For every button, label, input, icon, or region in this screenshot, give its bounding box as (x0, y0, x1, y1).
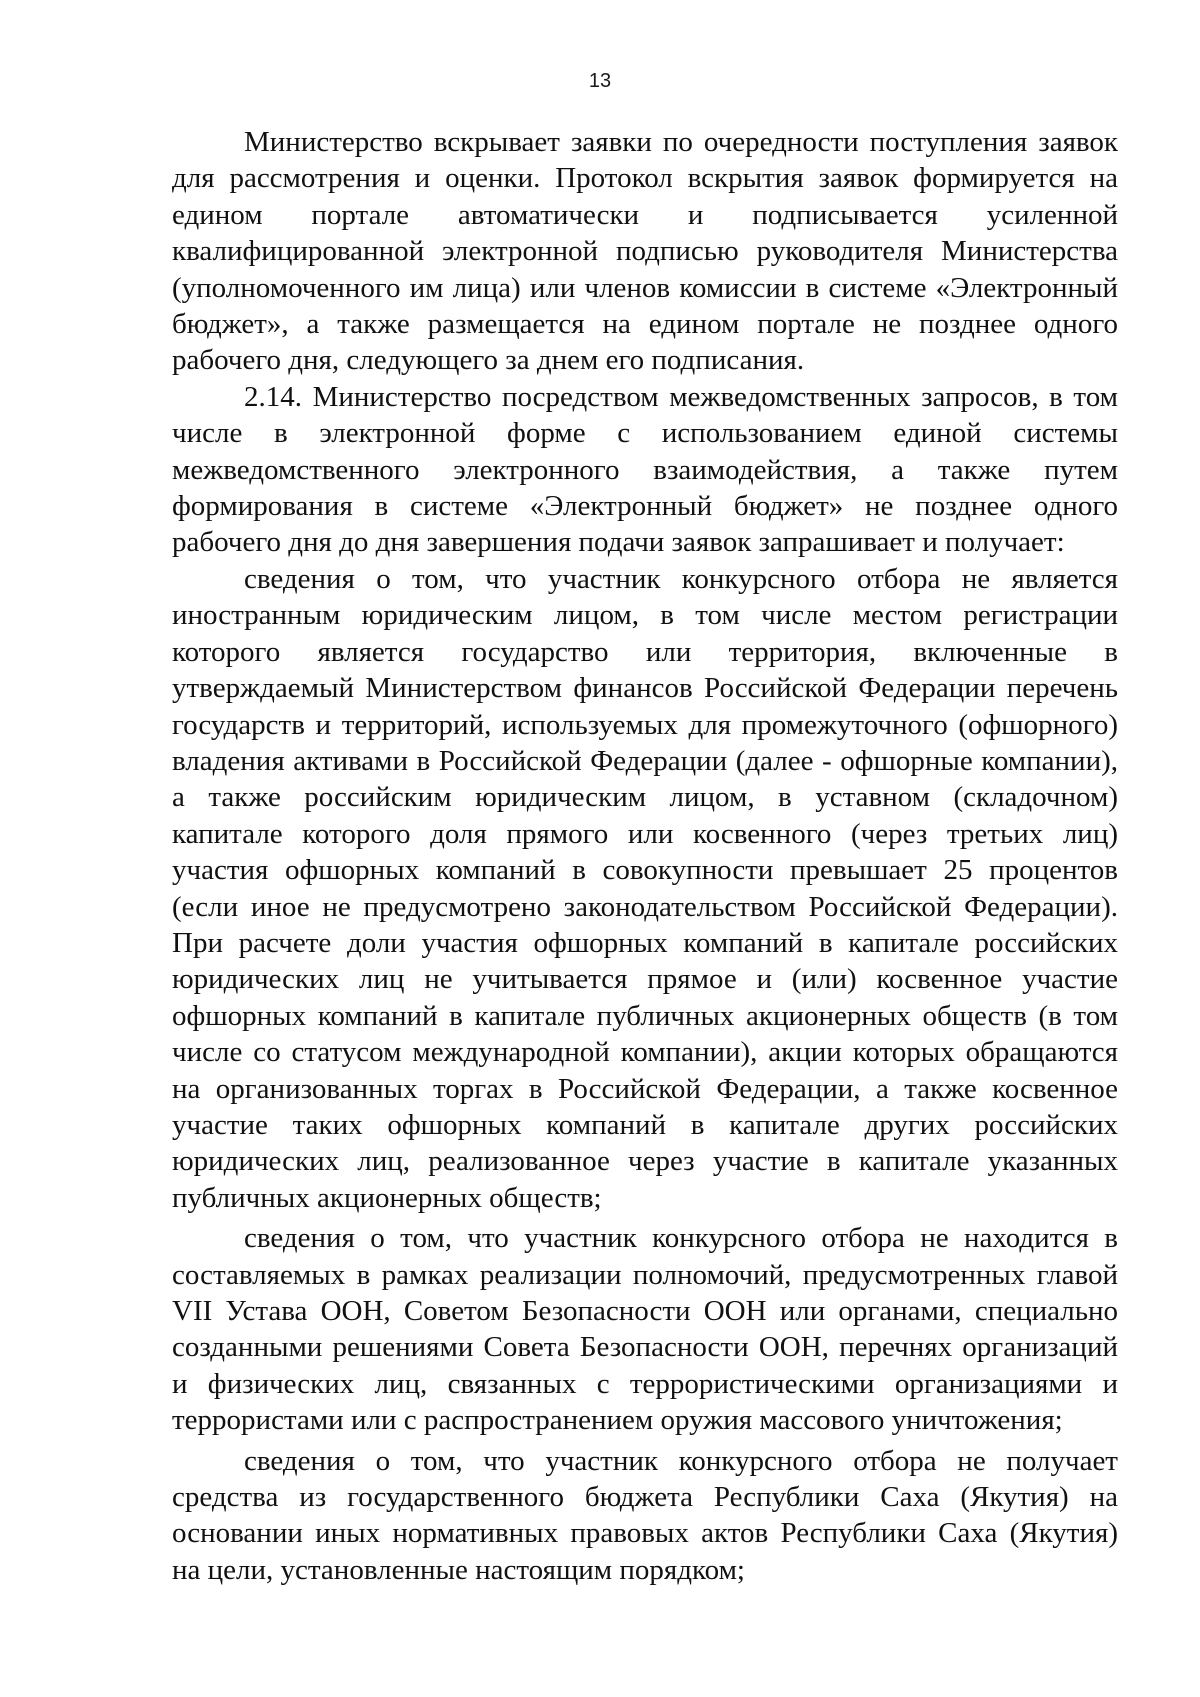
paragraph-budget-funds-info: сведения о том, что участник конкурсного отбора не получает средства из государственного бюджета Республики Саха (Якутия) на основании иных нормативных правовых актов Республики Саха (Якутия) на цели, установленные настоящим порядком; (172, 1444, 1118, 1586)
paragraph-protocol: Министерство вскрывает заявки по очередности поступления заявок для рассмотрения и оценки. Протокол вскрытия заявок формируется на едином портале автоматически и подписывается усиленной квалифицированной электронной подписью руководителя Министерства (уполномоченного им лица) или членов комиссии в системе «Электронный бюджет», а также размещается на едином портале не позднее одного рабочего дня, следующего за днем его подписания. (172, 126, 1118, 377)
paragraph-offshore-info: сведения о том, что участник конкурсного отбора не является иностранным юридическим лицом, в том числе местом регистрации которого является государство или территория, включенные в утверждаемый Министерством финансов Российской Федерации перечень государств и территорий, используемых для промежуточного (офшорного) владения активами в Российской Федерации (далее - офшорные компании), а также российским юридическим лицом, в уставном (складочном) капитале которого доля прямого или косвенного (через третьих лиц) участия офшорных компаний в совокупности превышает 25 процентов (если иное не предусмотрено законодательством Российской Федерации). При расчете доли участия офшорных компаний в капитале российских юридических лиц не учитывается прямое и (или) косвенное участие офшорных компаний в капитале публичных акционерных обществ (в том числе со статусом международной компании), акции которых обращаются на организованных торгах в Российской Федерации, а также косвенное участие таких офшорных компаний в капитале других российских юридических лиц, реализованное через участие в капитале указанных публичных акционерных обществ; (172, 562, 1118, 1214)
page-number: 13 (588, 70, 612, 92)
document-body (172, 124, 1118, 1588)
paragraph-2-14: 2.14. Министерство посредством межведомственных запросов, в том числе в электронной форме с использованием единой системы межведомственного электронного взаимодействия, а также путем формирования в системе «Электронный бюджет» не позднее одного рабочего дня до дня завершения подачи заявок запрашивает и получает: (172, 380, 1118, 559)
paragraph-un-lists-info: сведения о том, что участник конкурсного отбора не находится в составляемых в рамках реализации полномочий, предусмотренных главой VII Устава ООН, Советом Безопасности ООН или органами, специально созданными решениями Совета Безопасности ООН, перечнях организаций и физических лиц, связанных с террористическими организациями и террористами или с распространением оружия массового уничтожения; (172, 1222, 1118, 1437)
